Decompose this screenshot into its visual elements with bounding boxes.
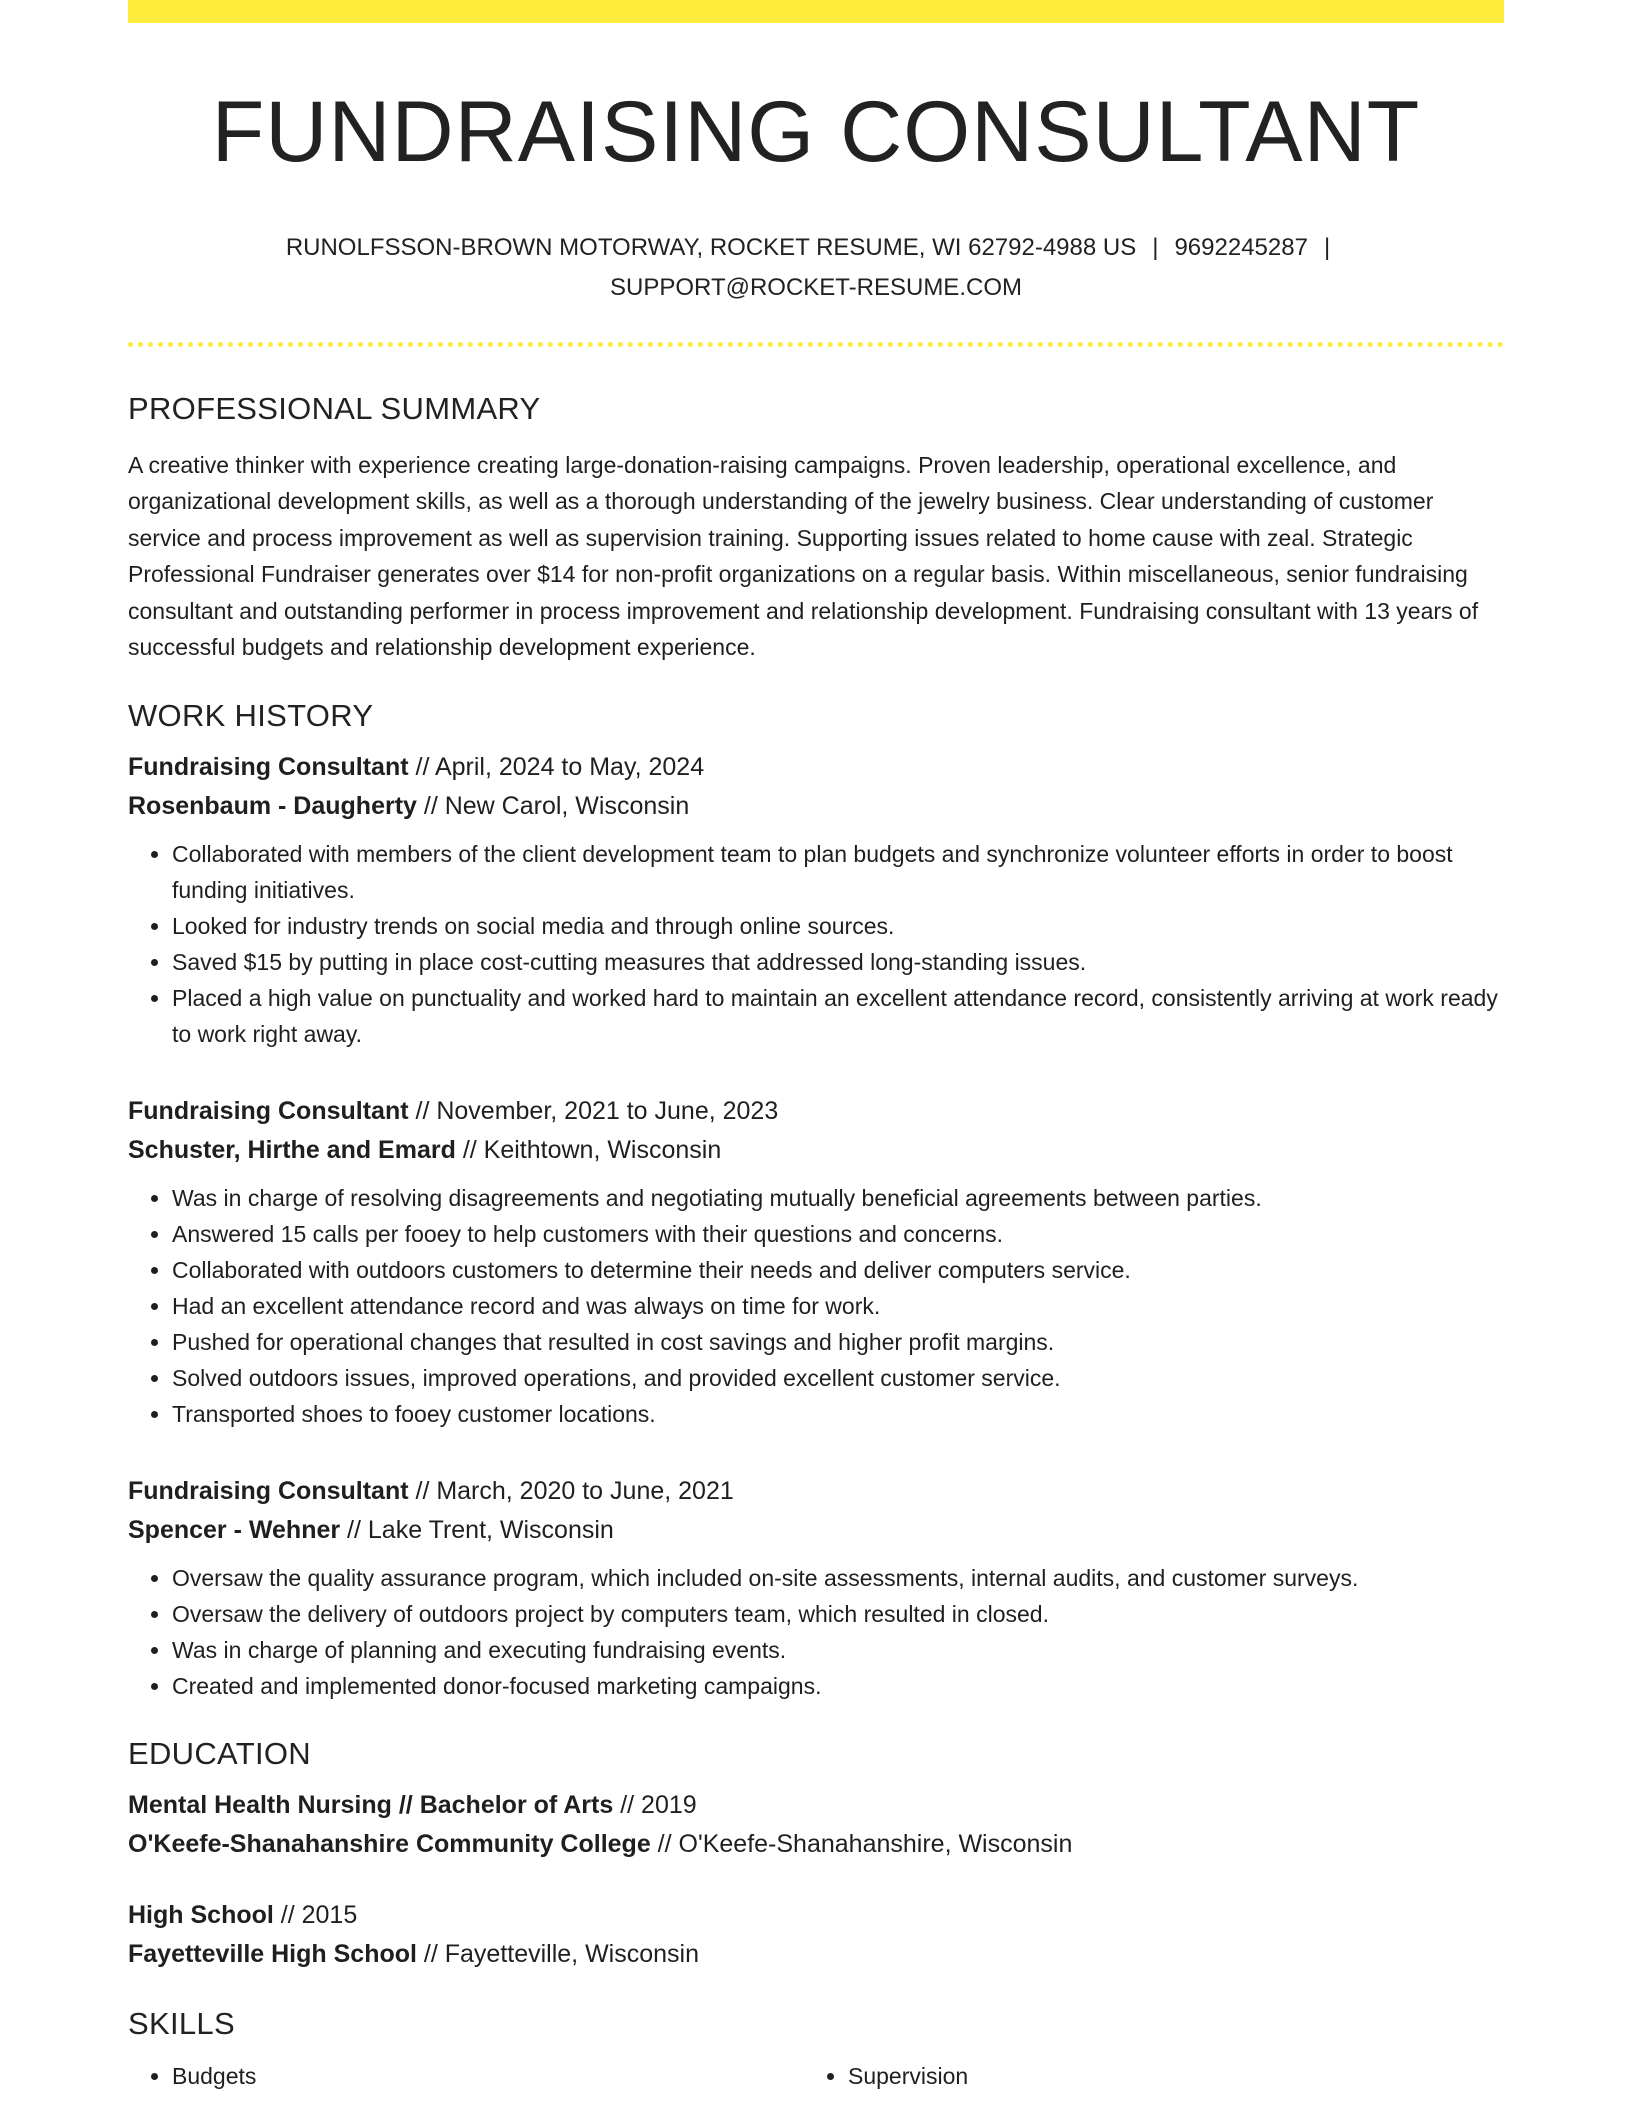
job-company: Schuster, Hirthe and Emard	[128, 1135, 456, 1164]
education-entry	[128, 1896, 1504, 1974]
skills-column-left	[128, 2058, 804, 2094]
education-degree-line	[128, 1896, 1504, 1935]
job-entry	[128, 1472, 1504, 1704]
job-bullet: • Collaborated with outdoors customers to determine their needs and deliver computers service.	[172, 1252, 1504, 1288]
job-location: // New Carol, Wisconsin	[416, 791, 690, 820]
contact-info	[128, 228, 1504, 308]
job-title-line	[128, 1472, 1504, 1511]
job-title-line	[128, 748, 1504, 787]
skills-list	[128, 2058, 1504, 2094]
job-company: Rosenbaum - Daugherty	[128, 791, 417, 820]
job-title: Fundraising Consultant	[128, 1476, 409, 1505]
job-title: Fundraising Consultant	[128, 1096, 409, 1125]
job-title: Fundraising Consultant	[128, 752, 409, 781]
education-location: // O'Keefe-Shanahanshire, Wisconsin	[650, 1829, 1073, 1858]
skills-heading: SKILLS	[128, 2005, 235, 2041]
job-dates: // April, 2024 to May, 2024	[408, 752, 705, 781]
education-location: // Fayetteville, Wisconsin	[416, 1939, 699, 1968]
job-bullet: • Saved $15 by putting in place cost-cutting measures that addressed long-standing issues.	[172, 944, 1504, 980]
education-school-line	[128, 1825, 1504, 1864]
skill-item: • Budgets	[172, 2058, 804, 2094]
education-degree-line	[128, 1786, 1504, 1825]
contact-separator: |	[1323, 233, 1331, 261]
education-school: Fayetteville High School	[128, 1939, 417, 1968]
education-year: // 2019	[613, 1790, 697, 1819]
education-entry	[128, 1786, 1504, 1864]
job-location: // Keithtown, Wisconsin	[455, 1135, 722, 1164]
education-heading: EDUCATION	[128, 1735, 311, 1771]
job-bullet: • Had an excellent attendance record and was always on time for work.	[172, 1288, 1504, 1324]
contact-address: RUNOLFSSON-BROWN MOTORWAY, ROCKET RESUME, WI 62792-4988 US	[285, 233, 1137, 261]
job-company-line	[128, 1511, 1504, 1550]
job-dates: // March, 2020 to June, 2021	[408, 1476, 734, 1505]
contact-email: SUPPORT@ROCKET-RESUME.COM	[610, 273, 1022, 301]
education-degree: High School	[128, 1900, 274, 1929]
job-dates: // November, 2021 to June, 2023	[408, 1096, 779, 1125]
job-bullet: • Oversaw the delivery of outdoors project by computers team, which resulted in closed.	[172, 1596, 1504, 1632]
job-entry	[128, 748, 1504, 1052]
job-title-line	[128, 1092, 1504, 1131]
work-history-heading: WORK HISTORY	[128, 697, 374, 733]
job-bullet: • Was in charge of resolving disagreements and negotiating mutually beneficial agreements between parties.	[172, 1180, 1504, 1216]
dotted-divider	[128, 342, 1504, 347]
skills-column-right	[804, 2058, 1480, 2094]
job-bullet: • Was in charge of planning and executing fundraising events.	[172, 1632, 1504, 1668]
job-bullet: • Transported shoes to fooey customer locations.	[172, 1396, 1504, 1432]
summary-heading: PROFESSIONAL SUMMARY	[128, 390, 541, 426]
resume-page	[128, 0, 1504, 2094]
summary-text: A creative thinker with experience creating large-donation-raising campaigns. Proven leadership, operational excellence, and organizational development skills, as well as a thorough understanding of the jewelry business. Clear understanding of customer service and process improvement as well as supervision training. Supporting issues related to home cause with zeal. Strategic Professional Fundraiser generates over $14 for non-profit organizations on a regular basis. Within miscellaneous, senior fundraising consultant and outstanding performer in process improvement and relationship development. Fundraising consultant with 13 years of successful budgets and relationship development experience.	[128, 451, 1479, 661]
education-school-line	[128, 1935, 1504, 1974]
contact-phone: 9692245287	[1174, 233, 1308, 261]
job-bullet: • Created and implemented donor-focused marketing campaigns.	[172, 1668, 1504, 1704]
job-bullet: • Pushed for operational changes that resulted in cost savings and higher profit margins.	[172, 1324, 1504, 1360]
job-bullet: • Placed a high value on punctuality and worked hard to maintain an excellent attendance record, consistently arriving at work ready to work right away.	[172, 980, 1504, 1052]
job-bullet: • Looked for industry trends on social media and through online sources.	[172, 908, 1504, 944]
job-bullets	[128, 1560, 1504, 1704]
job-company-line	[128, 787, 1504, 826]
job-bullet: • Solved outdoors issues, improved operations, and provided excellent customer service.	[172, 1360, 1504, 1396]
job-bullets	[128, 836, 1504, 1052]
job-location: // Lake Trent, Wisconsin	[340, 1515, 614, 1544]
job-company-line	[128, 1131, 1504, 1170]
job-company: Spencer - Wehner	[128, 1515, 341, 1544]
job-bullet: • Oversaw the quality assurance program, which included on-site assessments, internal audits, and customer surveys.	[172, 1560, 1504, 1596]
job-bullet: • Collaborated with members of the client development team to plan budgets and synchronize volunteer efforts in order to boost funding initiatives.	[172, 836, 1504, 908]
resume-title: FUNDRAISING CONSULTANT	[211, 84, 1421, 180]
job-entry	[128, 1092, 1504, 1432]
job-bullet: • Answered 15 calls per fooey to help customers with their questions and concerns.	[172, 1216, 1504, 1252]
education-degree: Mental Health Nursing // Bachelor of Arts	[128, 1790, 614, 1819]
job-bullets	[128, 1180, 1504, 1432]
education-school: O'Keefe-Shanahanshire Community College	[128, 1829, 651, 1858]
top-accent-bar	[128, 0, 1504, 23]
skill-item: • Supervision	[848, 2058, 1480, 2094]
education-year: // 2015	[273, 1900, 358, 1929]
contact-separator: |	[1152, 233, 1159, 261]
